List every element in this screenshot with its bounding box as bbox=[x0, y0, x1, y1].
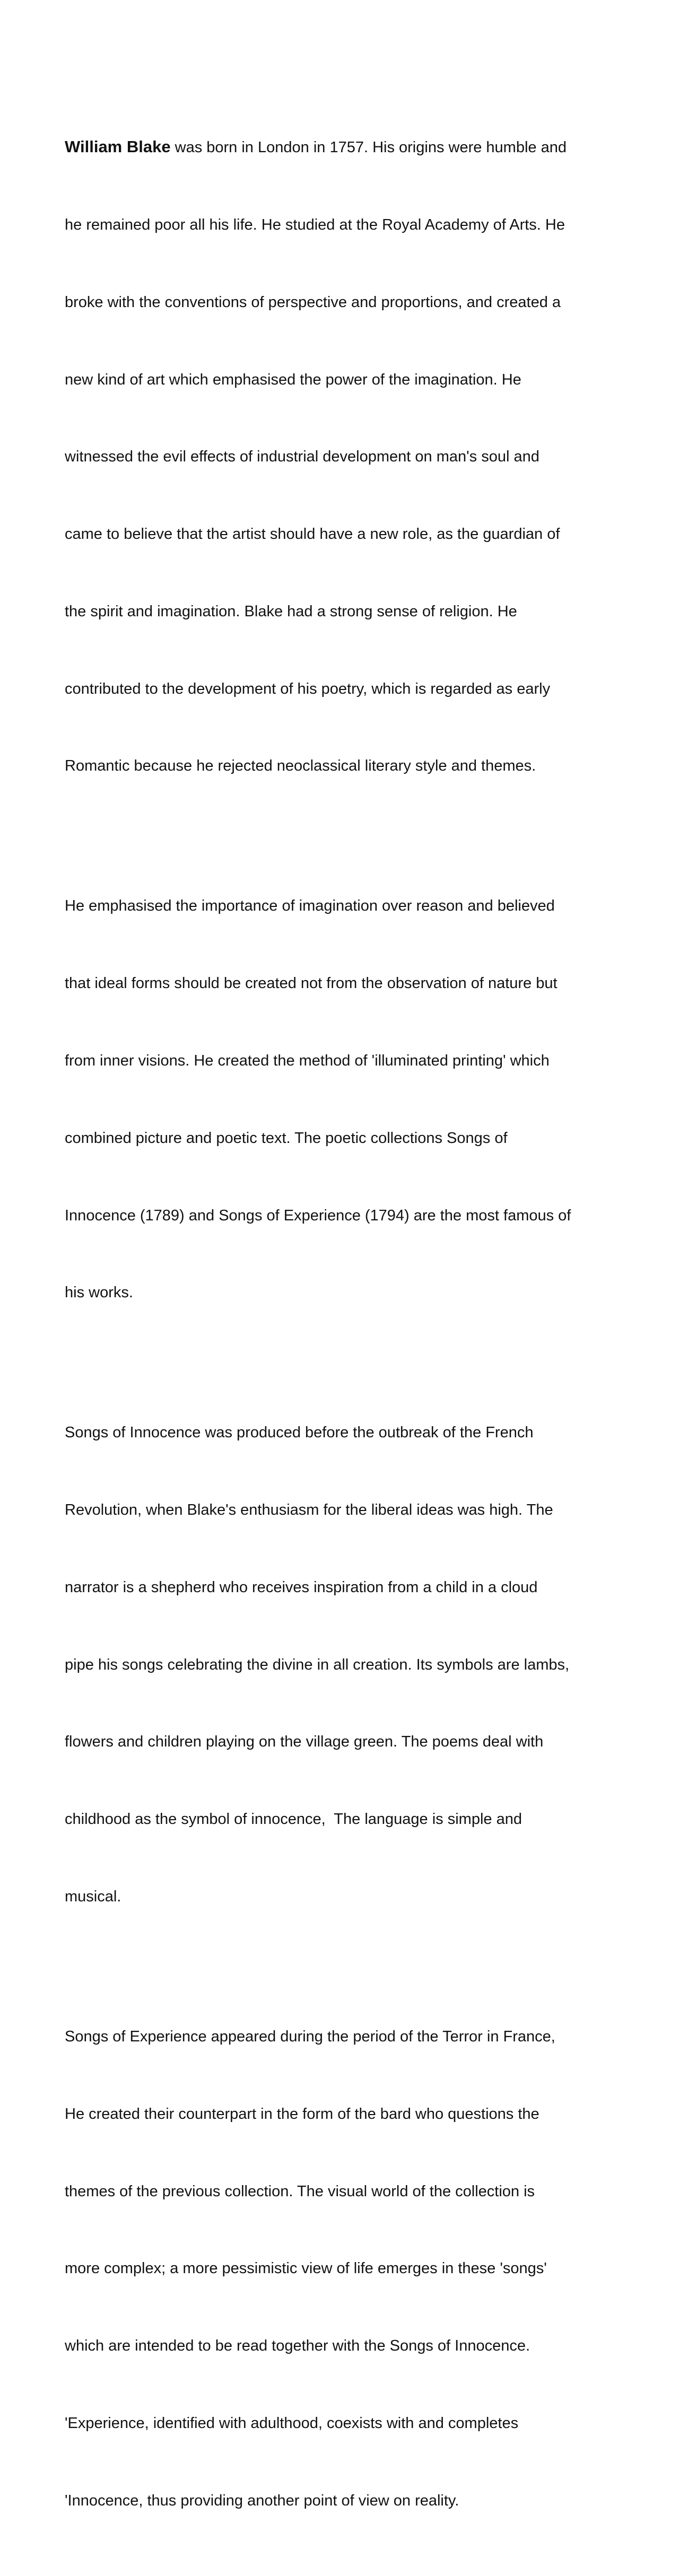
paragraph-line: He emphasised the importance of imagination over reason and believed bbox=[65, 897, 555, 915]
paragraph-4 bbox=[65, 1972, 623, 2565]
paragraph-line: Innocence (1789) and Songs of Experience (1794) are the most famous of bbox=[65, 1207, 571, 1224]
paragraph-line: which are intended to be read together with the Songs of Innocence. bbox=[65, 2337, 530, 2355]
paragraph-line: came to believe that the artist should have a new role, as the guardian of bbox=[65, 526, 560, 543]
paragraph-line: he remained poor all his life. He studied at the Royal Academy of Arts. He bbox=[65, 216, 565, 233]
paragraph-line: narrator is a shepherd who receives inspiration from a child in a cloud bbox=[65, 1578, 538, 1596]
paragraph-line: Romantic because he rejected neoclassical literary style and themes. bbox=[65, 757, 536, 775]
paragraph-line: more complex; a more pessimistic view of life emerges in these 'songs' bbox=[65, 2260, 547, 2277]
paragraph-line: witnessed the evil effects of industrial development on man's soul and bbox=[65, 448, 539, 466]
paragraph-line: flowers and children playing on the village green. The poems deal with bbox=[65, 1733, 544, 1751]
paragraph-line: broke with the conventions of perspective and proportions, and created a bbox=[65, 293, 561, 311]
author-name: William Blake bbox=[65, 137, 171, 156]
paragraph-line: that ideal forms should be created not from the observation of nature but bbox=[65, 975, 558, 992]
paragraph-line: Revolution, when Blake's enthusiasm for the liberal ideas was high. The bbox=[65, 1501, 553, 1519]
paragraph-line: Songs of Experience appeared during the period of the Terror in France, bbox=[65, 2028, 555, 2045]
paragraph-line: pipe his songs celebrating the divine in all creation. Its symbols are lambs, bbox=[65, 1656, 570, 1673]
paragraph-line: from inner visions. He created the method of 'illuminated printing' which bbox=[65, 1052, 550, 1069]
document-page bbox=[65, 83, 623, 2576]
paragraph-2 bbox=[65, 842, 623, 1357]
paragraph-line: new kind of art which emphasised the power of the imagination. He bbox=[65, 371, 521, 388]
paragraph-1 bbox=[65, 83, 623, 831]
paragraph-line: themes of the previous collection. The visual world of the collection is bbox=[65, 2182, 535, 2200]
paragraph-3 bbox=[65, 1368, 623, 1961]
paragraph-line: musical. bbox=[65, 1888, 121, 1905]
paragraph-line: the spirit and imagination. Blake had a strong sense of religion. He bbox=[65, 602, 517, 620]
paragraph-line: contributed to the development of his poetry, which is regarded as early bbox=[65, 680, 551, 697]
paragraph-line: 'Innocence, thus providing another point of view on reality. bbox=[65, 2492, 459, 2509]
paragraph-line: his works. bbox=[65, 1284, 133, 1302]
paragraph-line: childhood as the symbol of innocence, The language is simple and bbox=[65, 1811, 522, 1828]
paragraph-line: William Blake was born in London in 1757. His origins were humble and bbox=[65, 137, 567, 156]
paragraph-line: He created their counterpart in the form of the bard who questions the bbox=[65, 2105, 539, 2123]
paragraph-line: Songs of Innocence was produced before the outbreak of the French bbox=[65, 1424, 534, 1442]
paragraph-line: 'Experience, identified with adulthood, coexists with and completes bbox=[65, 2414, 519, 2432]
paragraph-line: combined picture and poetic text. The poetic collections Songs of bbox=[65, 1129, 508, 1147]
